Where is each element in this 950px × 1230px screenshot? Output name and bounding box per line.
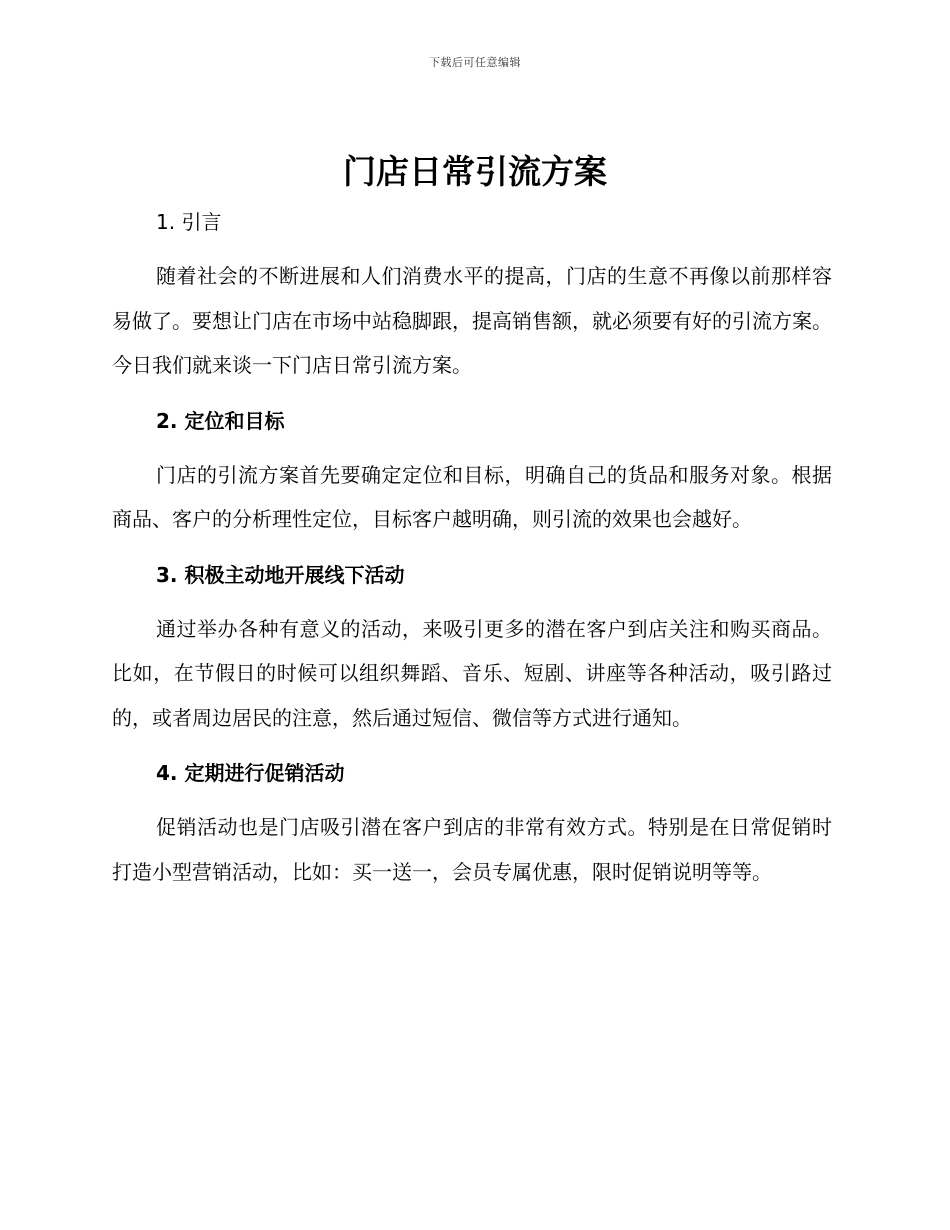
- section-paragraph-introduction: 随着社会的不断进展和人们消费水平的提高，门店的生意不再像以前那样容易做了。要想让门店在市场中站稳脚跟，提高销售额，就必须要有好的引流方案。今日我们就来谈一下门店日常引流方案。: [112, 264, 832, 377]
- section-heading-promotions: 4. 定期进行促销活动: [156, 761, 345, 785]
- document-title: 门店日常引流方案: [343, 152, 607, 191]
- section-heading-introduction: 1. 引言: [156, 210, 222, 234]
- section-heading-offline-activities: 3. 积极主动地开展线下活动: [156, 562, 405, 587]
- header-note: 下载后可任意编辑: [429, 56, 521, 69]
- document-body: [112, 198, 832, 894]
- section-paragraph-offline-activities: 通过举办各种有意义的活动，来吸引更多的潜在客户到店关注和购买商品。比如，在节假日的时候可以组织舞蹈、音乐、短剧、讲座等各种活动，吸引路过的，或者周边居民的注意，然后通过短信、微信等方式进行通知。: [112, 616, 832, 730]
- section-heading-positioning: 2. 定位和目标: [156, 408, 285, 433]
- section-paragraph-positioning: 门店的引流方案首先要确定定位和目标，明确自己的货品和服务对象。根据商品、客户的分析理性定位，目标客户越明确，则引流的效果也会越好。: [112, 462, 832, 531]
- section-paragraph-promotions: 促销活动也是门店吸引潜在客户到店的非常有效方式。特别是在日常促销时打造小型营销活动，比如：买一送一，会员专属优惠，限时促销说明等等。: [112, 815, 832, 884]
